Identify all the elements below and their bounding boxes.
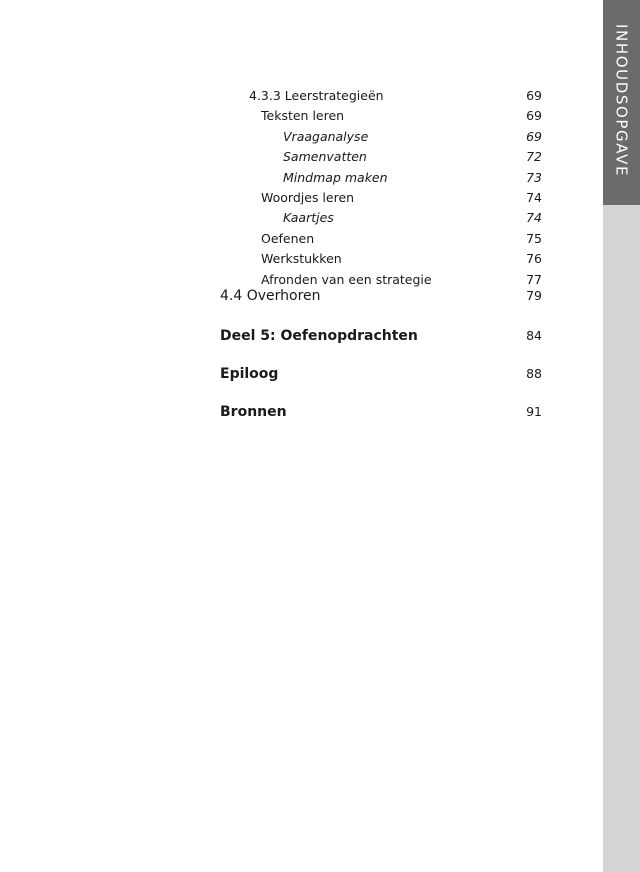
- side-tab-label: INHOUDSOPGAVE: [612, 24, 631, 178]
- toc-part-page: 88: [526, 365, 542, 381]
- toc-entry: [220, 106, 542, 126]
- toc-entry-page: 72: [526, 149, 542, 165]
- toc-part: [220, 364, 542, 384]
- toc-entry: [220, 249, 542, 269]
- toc-entry: [220, 229, 542, 249]
- toc-entry: [220, 188, 542, 208]
- toc-entry-title: 4.3.3 Leerstrategieën: [249, 88, 384, 103]
- toc-entry-page: 77: [526, 271, 542, 287]
- toc-entry-title: Teksten leren: [261, 108, 345, 124]
- toc-section: [220, 288, 542, 304]
- toc-entry: [220, 147, 542, 167]
- toc-entry-title: Kaartjes: [283, 210, 334, 226]
- toc-entry-title: Mindmap maken: [283, 169, 388, 185]
- toc-entry-page: 76: [526, 251, 542, 267]
- toc-section-page: 79: [526, 287, 542, 303]
- toc-entry-page: 69: [526, 128, 542, 144]
- toc-entry-title: Vraaganalyse: [283, 128, 369, 144]
- toc-entry: [220, 168, 542, 188]
- toc-entry-page: 73: [526, 169, 542, 185]
- toc-entry-title: Oefenen: [261, 230, 315, 246]
- side-strip: [603, 205, 640, 872]
- toc-entry-title: Afronden van een strategie: [261, 271, 432, 287]
- toc-part-title: Deel 5: Oefenopdrachten: [220, 327, 418, 344]
- toc-entry-page: 74: [526, 189, 542, 205]
- toc-section-title: 4.4 Overhoren: [220, 287, 321, 304]
- toc-entry-title: Werkstukken: [261, 251, 342, 267]
- toc-part-page: 91: [526, 403, 542, 419]
- toc-entry-page: 75: [526, 230, 542, 246]
- toc-part: [220, 326, 542, 346]
- toc-part-page: 84: [526, 327, 542, 343]
- toc-part-title: Epiloog: [220, 365, 279, 382]
- toc-entry-title: Samenvatten: [283, 149, 367, 165]
- side-tab-label-container: [603, 0, 640, 205]
- toc-entry: [220, 270, 542, 290]
- toc-part: [220, 402, 542, 422]
- toc-entry: [220, 86, 542, 106]
- toc-entry: [220, 127, 542, 147]
- toc-entry-title: Woordjes leren: [261, 189, 355, 205]
- table-of-contents: [220, 86, 542, 422]
- toc-entry-page: 69: [526, 108, 542, 124]
- toc-part-title: Bronnen: [220, 403, 287, 420]
- toc-entry-page: 74: [526, 210, 542, 226]
- toc-entry: [220, 208, 542, 228]
- toc-entry-page: 69: [526, 88, 542, 103]
